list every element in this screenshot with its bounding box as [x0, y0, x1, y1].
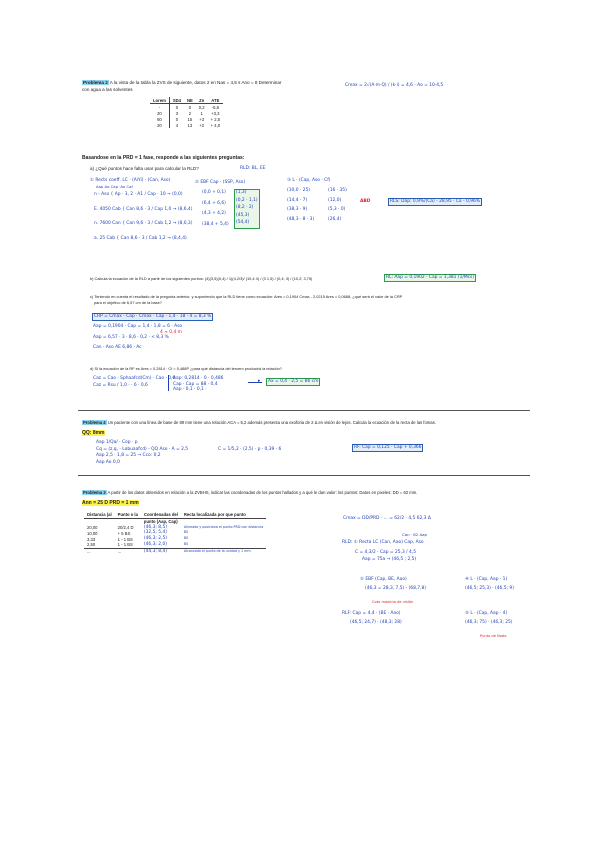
- rld-line-b: Aap = 75a → (46,5 ; 2,5): [362, 557, 417, 562]
- table-header-cell: Recta localizada por que punto: [181, 512, 266, 518]
- table-cell: (44,3; 8,4): [141, 548, 181, 554]
- table-header-cell: ATE: [208, 97, 223, 104]
- table-cell: 13: [187, 122, 193, 128]
- problem2-label: Problema 2: [83, 80, 108, 85]
- step3-title: ③ L · (Cap, Aso · Cf): [287, 178, 331, 183]
- problem2-statement: [82, 80, 281, 86]
- question-c-line: Aap = 0,1904 · Cap = 1,4 · 1,8 = 6 · Aso: [93, 324, 183, 329]
- step3-item: (38,3 · 9): [287, 207, 308, 213]
- step3-item: (48,3 · 8 · 3): [287, 216, 315, 222]
- table-cell: BS: [183, 530, 189, 535]
- c5-red-note: Punto de Nodo: [480, 634, 507, 638]
- table-cell: -5,8: [211, 104, 219, 110]
- table-cell: 2,50: [87, 542, 96, 548]
- table-cell: (32,5; 5,4): [143, 530, 167, 536]
- table-header-cell: Zn: [196, 97, 208, 104]
- table-cell: 20/2,4 D: [117, 524, 134, 530]
- step2-item: (4,3 + 4,2): [202, 211, 226, 217]
- table-cell: +2: [199, 122, 205, 128]
- table-header-cell: Punto o la: [115, 512, 141, 518]
- problem3-label: Problema 3: [83, 490, 106, 495]
- table-cell: ...: [115, 548, 141, 554]
- crp-box: CRP = Cmax - Cap · Cmax · Cap · 1,4 · 18 · 4 = 8,3 %: [94, 314, 212, 319]
- problem3-line2: Ann = 25 D PRD = 1 mm: [82, 500, 139, 506]
- table-cell: +3,3: [211, 110, 220, 116]
- ebf-red-note: Cota máxima de visión: [372, 600, 414, 604]
- question-d-line: Cap · Cap = 88 · 0,4: [173, 381, 218, 387]
- problem4-result-box: RF: Cap = 0,125 · Cap + 0,366: [354, 445, 422, 450]
- table-header-cell: Coordenadas del: [141, 512, 181, 518]
- question-d-line: Caz = Cao · Sphaafcd(Cm) · Cao · 0,6: [93, 376, 176, 381]
- l-title: ④ L · (Cap, Aap · 1): [465, 577, 508, 582]
- step1-item: n - Aso { Ap · 3, 2 · A1 / Cap · 10 → (0,0): [94, 192, 183, 197]
- table-cell: 0,2: [198, 104, 205, 110]
- step1-item: E. 4050 Cab { Can 8,6 · 3 / Cap 1,0 → (8,6,4): [94, 206, 193, 212]
- step2-item: (6,4 + 6,6): [202, 200, 226, 206]
- step1-subtitle: Aap Ao Cap ·Ao Caf: [96, 184, 133, 189]
- table-cell: (46,3; 2,0): [143, 542, 167, 548]
- table-cell: Alcanzado el punto de la unidad y 1 mm: [181, 548, 266, 554]
- table-cell: (46,3; 8,5): [143, 524, 167, 530]
- problem3-statement: [82, 490, 417, 496]
- c5-row: (46,3; 75) · (46,3; 25): [465, 620, 513, 625]
- step2-box-item: (1,3): [236, 190, 247, 195]
- question-d: d) Si la ecuación de la RF es Ares = 0,2814 · Cf = 0,488P ¿para qué distancia del tercero producirá la relación?: [90, 366, 282, 371]
- table-cell: 2: [188, 110, 192, 116]
- step2-item: (0,0 + 0,1): [202, 190, 226, 195]
- step3-list: [287, 188, 314, 226]
- table-cell: -: [158, 104, 161, 110]
- table-cell: 4: [169, 122, 184, 128]
- table-cell: 0: [169, 104, 184, 111]
- table-cell: 15: [187, 116, 193, 122]
- data-table: [84, 512, 266, 555]
- table-cell: + 2,5: [210, 116, 221, 122]
- table-header-cell: punto (Aap, Cap): [143, 519, 178, 525]
- step2-box-item: (54,4): [236, 220, 250, 226]
- problem4-work-line: Aap 1/Qa/ · Cop · p: [96, 440, 138, 445]
- step3-right-item: (5,3 · 0): [328, 207, 346, 213]
- table-cell: 0: [188, 104, 192, 110]
- step3-item: (14,4 · 7): [287, 197, 308, 203]
- table-cell: 3,33: [87, 536, 96, 542]
- step2-box-item: (0,2 · 1,1): [236, 197, 258, 203]
- question-c-line2: para el objetivo de 6,57 cm de la base?: [94, 300, 162, 305]
- problem4-work-line: Aap 2,5 · 1,8 = 25 → Cco: 0,2: [96, 453, 161, 459]
- step2-box: [234, 189, 260, 229]
- table-cell: 1 - 1 BS: [117, 542, 133, 548]
- table-cell: + 5 BS: [117, 530, 131, 536]
- problem4-qq: QQ: 8mm: [82, 430, 105, 436]
- question-c-red-note: 4 ≈ 0,4 m: [160, 330, 182, 335]
- step2-title: ② EBF Cap · (SSP, Aso): [195, 180, 246, 185]
- question-c-work: [93, 324, 182, 356]
- question-d-right: [173, 376, 223, 393]
- step3-item: (10,0 · 25): [287, 188, 310, 193]
- abd-label: ABD: [360, 199, 371, 204]
- question-d-line: Aap · 0,1 · 0,1 ·: [173, 387, 207, 393]
- problem2-intro: Basandose en la PRD = 1 fase, responde a las siguientes preguntas:: [82, 155, 245, 161]
- step2-box-item: (8,2 · 2): [236, 205, 254, 211]
- table-cell: 20: [157, 122, 162, 128]
- step1-item: n. 7600 Can { Can 9,6 · 3 / Cab 1,2 → (8,0,3): [94, 221, 193, 227]
- question-a: a) ¿Qué puntos hace falta usar para calcular la RLD?: [90, 166, 199, 171]
- step3-right-list: [328, 188, 347, 226]
- question-d-divider: [168, 375, 169, 391]
- rls-result-box: RLS: Dap: 0,9%/(Ca) - 28,95 · Ca - 0,96%: [390, 199, 480, 204]
- table-cell: ...: [84, 548, 115, 554]
- problem2-statement-line2: con agua a las solventes: [82, 87, 133, 92]
- question-d-line: Caz = Rsu / 1,0 · · 6 · 0,6: [93, 382, 148, 388]
- table-row: [84, 548, 266, 554]
- table-cell: BS: [183, 542, 189, 547]
- table-cell: + 4,0: [210, 122, 221, 128]
- table-cell: +3: [199, 116, 205, 122]
- step1-item: a. 25 Cab { Can 8,6 · 3 / Cab 1,2 → (8,4,4): [94, 235, 187, 241]
- table-cell: 20: [157, 110, 162, 116]
- arrow-head-icon: ▸: [258, 377, 261, 384]
- step1-title: ① Rects coeff. LC · (AiYi) · (Can, Aso): [90, 178, 171, 183]
- problem4-mid-formula: C = 1/5,2 · (2,5) · p · 0,39 · 6: [218, 447, 282, 452]
- table-header-row: [84, 512, 266, 518]
- section-divider: [78, 475, 530, 476]
- section-divider: [78, 410, 530, 411]
- table-header-cell: Lorem: [150, 97, 169, 104]
- problem4-work: [96, 440, 188, 466]
- ebf-title: ② EBF (Cap, BE, Aao): [360, 577, 407, 582]
- table-cell: 0: [169, 116, 184, 122]
- question-d-result: Ax = 0,4 · 2,5 = 86 cm: [268, 379, 319, 384]
- problem4-label: Problema 4: [83, 420, 106, 425]
- problem3-table: [84, 512, 266, 555]
- question-c-line: Aap = 6,57 · 3 · 8,6 · 0,2 · < 8,3 %: [93, 334, 169, 340]
- rld-subtitle: Can · 82 Aap: [402, 532, 427, 537]
- question-d-work: [93, 376, 224, 393]
- table-cell: Alineado y posiciona el punto PRD con distancia: [183, 524, 264, 529]
- table-cell: 20,00: [87, 524, 98, 530]
- table-header-cell: SD4: [169, 97, 184, 104]
- c5-title: ⑤ L · (Cap, Aap · 4): [465, 611, 508, 616]
- problem3-statement-text: A partir de los datos obtenidos en relación a la ZVBHS, indicar las coordenadas de los puntos hallados y a qué le dan valor: los puntos: Datos en pixeles: DD = 62 mm.: [107, 490, 418, 495]
- table-cell: 3: [169, 110, 184, 116]
- problem2-statement-text: A la vista de la tabla la ZVS de siguiente, datos 2 en Nas = 4,5 s Ano = 8 Determinar: [109, 80, 282, 85]
- table-cell: 1: [200, 110, 203, 116]
- rlf-title: RLF: Cap = 4,4 · (BE · Aao): [342, 611, 401, 616]
- step3-right-item: (26,4): [328, 216, 342, 222]
- question-a-answer: RLD: BL, EE: [240, 166, 266, 171]
- table-header-cell: NE: [184, 97, 196, 104]
- table-cell: 60: [157, 116, 162, 122]
- table-cell: 1 - 1 BS: [117, 536, 133, 542]
- question-c-line: Can · Aso AE 6,86 · Ac: [93, 345, 142, 351]
- question-b: b) Calcula la ecuación de la RLD a partir de los siguientes puntos: (4)(3,5)(0,4) / 1)(4,2/3)/ (10,4 4) / (3 1,5) / (0,4; 3) / (10,2; 3,75): [90, 276, 313, 281]
- problem4-work-line: Cq = (z,q, - Lobuaafcd) - QQ Aso · A = 2,5: [96, 446, 189, 452]
- problem2-table: [150, 97, 223, 128]
- question-c: c) Teniendo en cuenta el resultado de la pregunta anterior, y suponiendo que la RLD tiene como ecuación: Ares = 0,1904 Cmax - 2,0215 Ares = 0,0688, ¿qué será el valor de la CRP: [90, 294, 403, 299]
- table-header-cell: Distancia (al: [84, 512, 115, 518]
- step2-box-item: (45,3): [236, 212, 250, 218]
- l-row: (46,5; 25,3) · (46,5; 9): [465, 586, 514, 591]
- rld-line-a: C = 4,3/2 · Cap = 25,3 / 4,5: [355, 550, 417, 555]
- table-row: [150, 122, 223, 128]
- problem3-formula: Cmax = DD/PRD · ... = 62/2 · 4,5 62,3 Δ: [343, 516, 431, 521]
- question-b-answer: RL: Aap = 0,1902 · Cap = 1,381 (1/Mcs): [386, 275, 475, 280]
- problem4-work-line: Aap Ao 0,0: [96, 459, 120, 465]
- table-cell: 10,00: [87, 530, 98, 536]
- problem4-statement: [82, 420, 436, 426]
- table-cell: BS: [183, 536, 189, 541]
- step1-list: [94, 192, 192, 250]
- step2-item: (38,4 + 5,4): [202, 221, 229, 227]
- problem4-statement-text: Un paciente con una línea de base de 89 mm tiene una relación ACA = 5,2 además presenta una exoforia de 2 Δ en visión de lejos. Calcula la ecuación de la recta de las fomas.: [107, 420, 436, 425]
- rlf-row: (46,5; 24,7) · (48,3; 28): [350, 620, 402, 625]
- step3-right-item: (12,0): [328, 197, 342, 203]
- step2-list: [202, 190, 229, 232]
- problem2-formula: Cmax = 2√(A·m·Q) / (k·i) = 4,6 · Ao = 10·4,5: [345, 83, 444, 88]
- ebf-row: (46,3 = 28,3, 7,5) - (68,7,8): [365, 586, 426, 591]
- question-d-line: Aap: 0,2814 · 0 · 0,486: [173, 376, 224, 381]
- step3-right-item: (16 · 35): [328, 188, 347, 193]
- rld-title: RLD: ① Recta LC (Can, Aao) Cap, Aso: [342, 540, 424, 545]
- table-cell: (46,3; 2,5): [143, 536, 167, 542]
- data-table: [150, 97, 223, 128]
